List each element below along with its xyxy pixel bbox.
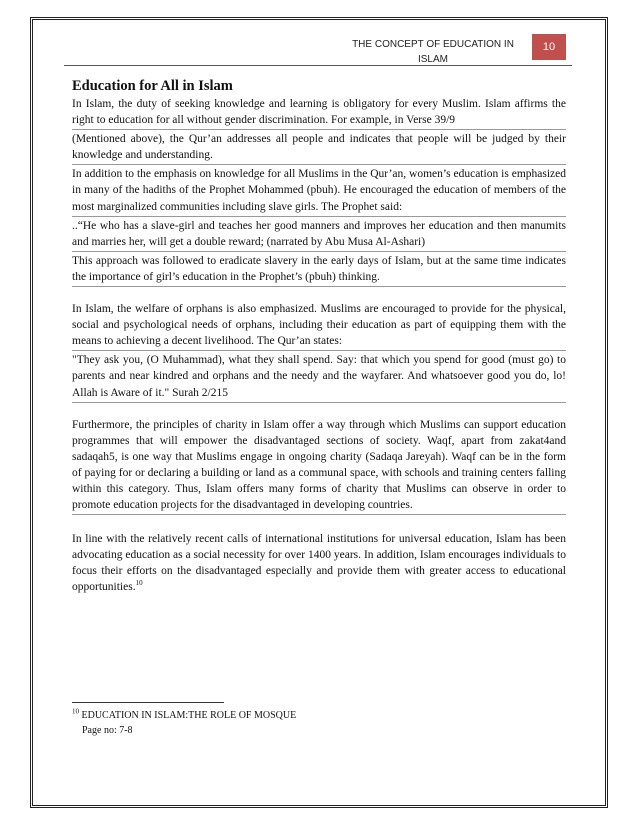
divider bbox=[72, 514, 566, 515]
divider bbox=[72, 251, 566, 252]
paragraph-6: In Islam, the welfare of orphans is also emphasized. Muslims are encouraged to provide for the physical, social and psychological needs of orphans, including their education as part of equipping them with the means to achieving a decent livelihood. The Qur’an states: bbox=[72, 303, 566, 348]
footnote-marker: 10 bbox=[72, 707, 79, 716]
divider bbox=[72, 216, 566, 217]
footnote-separator bbox=[72, 702, 224, 703]
footnote-page-reference: Page no: 7-8 bbox=[82, 725, 133, 736]
divider bbox=[72, 350, 566, 351]
body-text bbox=[72, 96, 566, 596]
footnote-reference: 10 bbox=[135, 579, 143, 588]
paragraph-5: This approach was followed to eradicate slavery in the early days of Islam, but at the same time indicates the importance of girl’s education in the Prophet’s (pbuh) thinking. bbox=[72, 254, 566, 283]
paragraph-2: (Mentioned above), the Qur’an addresses all people and indicates that people will be judged by their knowledge and understanding. bbox=[72, 133, 566, 162]
paragraph-1: In Islam, the duty of seeking knowledge and learning is obligatory for every Muslim. Islam affirms the right to education for all without gender discrimination. For example, in Verse 39/9 bbox=[72, 98, 566, 127]
header-title bbox=[338, 37, 528, 67]
paragraph-9 bbox=[72, 531, 566, 595]
header-rule bbox=[64, 65, 572, 66]
paragraph-9-text: In line with the relatively recent calls of international institutions for universal education, Islam has been advocating education as a social necessity for over 1400 years. In addition, Islam encourages individuals to focus their efforts on the disadvantaged especially and provide them with greater access to educational opportunities. bbox=[72, 533, 566, 594]
paragraph-3: In addition to the emphasis on knowledge for all Muslims in the Qur’an, women’s education is emphasized in many of the hadiths of the Prophet Mohammed (pbuh). He encouraged the education of members of the most marginalized communities including slave girls. The Prophet said: bbox=[72, 168, 566, 213]
paragraph-7: "They ask you, (O Muhammad), what they shall spend. Say: that which you spend for good (must go) to parents and near kindred and orphans and the needy and the wayfarer. And whatsoever good you do, lo! Allah is Aware of it." Surah 2/215 bbox=[72, 354, 566, 399]
footnote bbox=[72, 709, 296, 723]
footnote-text: EDUCATION IN ISLAM:THE ROLE OF MOSQUE bbox=[79, 710, 297, 721]
divider bbox=[72, 286, 566, 287]
divider bbox=[72, 402, 566, 403]
page-number-badge: 10 bbox=[532, 34, 566, 60]
paragraph-4: ..“He who has a slave-girl and teaches her good manners and improves her education and then manumits and marries her, will get a double reward; (narrated by Abu Musa Al-Ashari) bbox=[72, 219, 566, 248]
header-title-line1: THE CONCEPT OF EDUCATION IN bbox=[352, 39, 514, 50]
divider bbox=[72, 164, 566, 165]
section-heading: Education for All in Islam bbox=[72, 78, 233, 94]
paragraph-8: Furthermore, the principles of charity in Islam offer a way through which Muslims can support education programmes that will empower the disadvantaged sections of society. Waqf, apart from zakat4and sadaqah5, is one way that Muslims engage in ongoing charity (Sadaqa Jareyah). Waqf can be in the form of paying for or declaring a building or land as a communal space, with schools and training centers falling within this category. Thus, Islam offers many forms of charity that Muslims can observe in order to promote education projects for the disadvantaged in developing countries. bbox=[72, 418, 566, 512]
divider bbox=[72, 129, 566, 130]
header-title-line2: ISLAM bbox=[417, 54, 448, 65]
